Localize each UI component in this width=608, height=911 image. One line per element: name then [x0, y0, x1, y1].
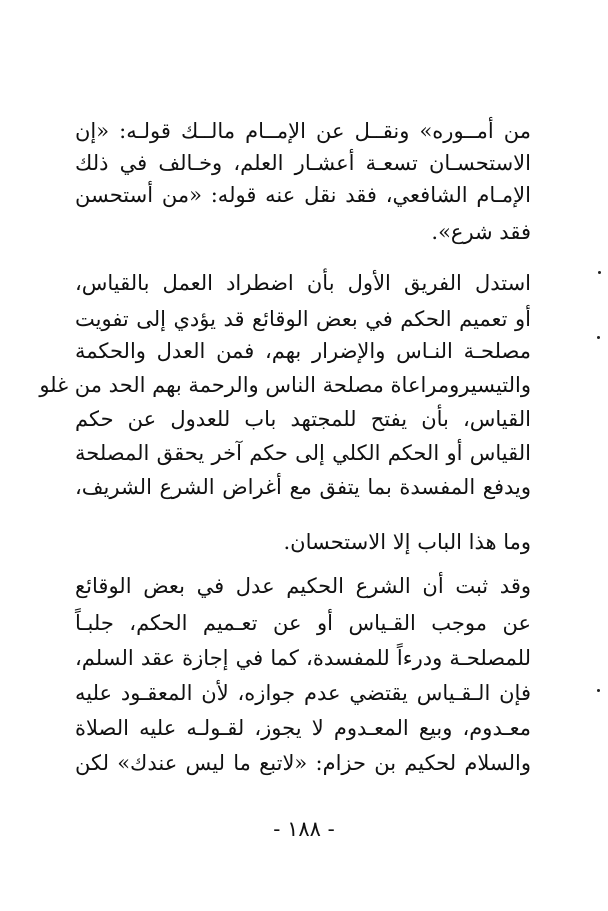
paragraph-2-line-8: وما هذا الباب إلا الاستحسان. [283, 530, 531, 554]
page-number: - ١٨٨ - [273, 817, 335, 841]
paragraph-3-line-2: عن موجب القـياس أو عن تعـميم الحكم، جلبـاً [75, 611, 531, 635]
paragraph-1-line-2: الاستحسـان تسعـة أعشـار العلم، وخـالف في ذلك [75, 151, 531, 175]
paragraph-3-line-1: وقد ثبت أن الشرع الحكيم عدل في بعض الوقائع [75, 574, 531, 598]
paragraph-2-line-3: مصلحـة النـاس والإضرار بهم، فمن العدل والحكمة [75, 339, 531, 363]
paragraph-3-line-5: معـدوم، وبيع المعـدوم لا يجوز، لقـولـه عليه الصلاة [75, 716, 531, 740]
scan-speck [597, 336, 600, 339]
paragraph-2-line-4: والتيسيرومراعاة مصلحة الناس والرحمة بهم الحد من غلو [39, 373, 531, 397]
paragraph-3-line-3: للمصلحـة ودرءاً للمفسدة، كما في إجازة عقد السلم، [75, 646, 531, 670]
paragraph-3-line-4: فإن الـقـياس يقتضي عدم جوازه، لأن المعقـود عليه [75, 681, 531, 705]
paragraph-2-line-1: استدل الفريق الأول بأن اضطراد العمل بالقياس، [75, 271, 531, 295]
scan-speck [597, 689, 600, 692]
paragraph-2-line-2: أو تعميم الحكم في بعض الوقائع قد يؤدي إلى تفويت [75, 307, 531, 331]
paragraph-1-line-4: فقد شرع». [431, 220, 531, 244]
paragraph-3-line-6: والسلام لحكيم بن حزام: «لاتبع ما ليس عندك» لكن [75, 751, 531, 775]
paragraph-2-line-6: القياس أو الحكم الكلي إلى حكم آخر يحقق المصلحة [75, 441, 531, 465]
paragraph-1-line-3: الإمـام الشافعي، فقد نقل عنه قوله: «من أستحسن [75, 183, 531, 207]
paragraph-1-line-1: من أمــوره» ونقــل عن الإمــام مالــك قولـه: «إن [75, 119, 531, 143]
paragraph-2-line-7: ويدفع المفسدة بما يتفق مع أغراض الشرع الشريف، [75, 475, 531, 499]
paragraph-2-line-5: القياس، بأن يفتح للمجتهد باب للعدول عن حكم [75, 407, 531, 431]
scan-speck [598, 271, 601, 274]
